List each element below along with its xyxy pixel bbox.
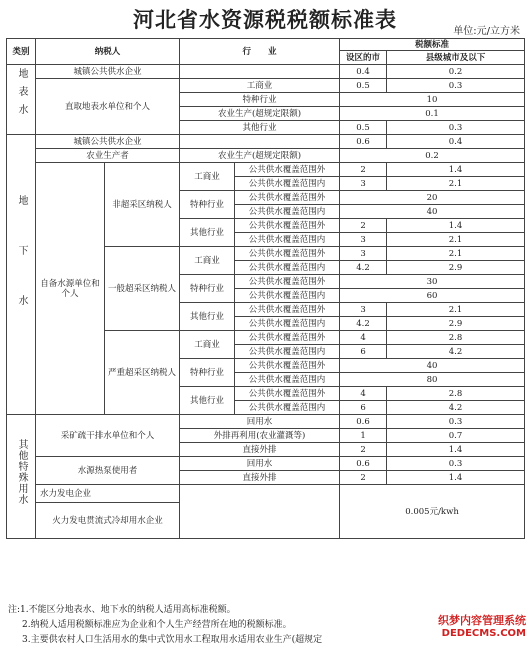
- value-cell: 40: [340, 205, 525, 219]
- value-cell: 0.5: [340, 79, 387, 93]
- value-cell: 0.6: [340, 135, 387, 149]
- use-label: 外排再利用(农业灌溉等): [180, 429, 340, 443]
- note-1: 注:1.不能区分地表水、地下水的纳税人适用高标准税额。: [8, 605, 236, 615]
- category-surface-water: 地表水: [7, 65, 36, 135]
- zone-non-over: 非超采区纳税人: [105, 163, 180, 247]
- zone-severe-over: 严重超采区纳税人: [105, 331, 180, 415]
- ground-self-supply: 自备水源单位和个人: [36, 163, 105, 415]
- industry-label: 特种行业: [180, 275, 235, 303]
- scope-label: 公共供水覆盖范围内: [235, 317, 340, 331]
- industry-label: 工商业: [180, 163, 235, 191]
- scope-label: 公共供水覆盖范围内: [235, 261, 340, 275]
- value-cell: 0.4: [387, 135, 525, 149]
- value-cell: 2.1: [387, 233, 525, 247]
- value-cell: 0.1: [340, 107, 525, 121]
- category-ground-water: 地下水: [7, 135, 36, 415]
- value-cell: 4: [340, 387, 387, 401]
- special-mine: 采矿疏干排水单位和个人: [36, 415, 180, 457]
- value-cell: 30: [340, 275, 525, 289]
- value-cell: 2: [340, 163, 387, 177]
- value-cell: 4: [340, 331, 387, 345]
- industry-label: 工商业: [180, 331, 235, 359]
- value-cell: 1.4: [387, 443, 525, 457]
- scope-label: 公共供水覆盖范围内: [235, 205, 340, 219]
- scope-label: 公共供水覆盖范围内: [235, 233, 340, 247]
- value-cell: 4.2: [340, 261, 387, 275]
- value-cell: 3: [340, 233, 387, 247]
- value-cell: 0.6: [340, 457, 387, 471]
- industry-label: 特种行业: [180, 191, 235, 219]
- use-label: 回用水: [180, 457, 340, 471]
- scope-label: 公共供水覆盖范围外: [235, 163, 340, 177]
- industry-label: 农业生产(超规定限额): [180, 149, 340, 163]
- header-industry: 行 业: [180, 39, 340, 65]
- page-title: 河北省水资源税税额标准表: [133, 8, 397, 32]
- special-heat-pump: 水源热泵使用者: [36, 457, 180, 485]
- note-2: 2.纳税人适用税额标准应为企业和个人生产经营所在地的税额标准。: [22, 620, 292, 630]
- value-cell: 2: [340, 443, 387, 457]
- value-cell: 3: [340, 303, 387, 317]
- value-cell: 0.6: [340, 415, 387, 429]
- ground-urban-supply: 城镇公共供水企业: [36, 135, 180, 149]
- industry-label: 农业生产(超规定限额): [180, 107, 340, 121]
- value-cell: 0.3: [387, 415, 525, 429]
- surface-direct: 直取地表水单位和个人: [36, 79, 180, 135]
- scope-label: 公共供水覆盖范围内: [235, 373, 340, 387]
- value-cell: 0.2: [340, 149, 525, 163]
- value-cell: 1.4: [387, 471, 525, 485]
- value-cell: 2.9: [387, 317, 525, 331]
- value-cell: 4.2: [340, 317, 387, 331]
- zone-normal-over: 一般超采区纳税人: [105, 247, 180, 331]
- value-cell: 1.4: [387, 219, 525, 233]
- value-cell: 2.1: [387, 177, 525, 191]
- industry-label: 工商业: [180, 79, 340, 93]
- scope-label: 公共供水覆盖范围内: [235, 177, 340, 191]
- value-cell: 2: [340, 219, 387, 233]
- value-cell-kwh: 0.005元/kwh: [340, 485, 525, 539]
- note-3: 3.主要供农村人口生活用水的集中式饮用水工程取用水适用农业生产(超规定: [22, 635, 323, 645]
- value-cell: 3: [340, 247, 387, 261]
- value-cell: 0.7: [387, 429, 525, 443]
- industry-label: 工商业: [180, 247, 235, 275]
- value-cell: 0.5: [340, 121, 387, 135]
- value-cell: 2.1: [387, 247, 525, 261]
- scope-label: 公共供水覆盖范围外: [235, 219, 340, 233]
- value-cell: 0.3: [387, 121, 525, 135]
- header-standard: 税额标准: [340, 39, 525, 51]
- scope-label: 公共供水覆盖范围内: [235, 289, 340, 303]
- industry-label: 其他行业: [180, 121, 340, 135]
- use-label: 直接外排: [180, 471, 340, 485]
- value-cell: 2.8: [387, 387, 525, 401]
- scope-label: 公共供水覆盖范围内: [235, 401, 340, 415]
- ground-agri-producer: 农业生产者: [36, 149, 180, 163]
- scope-label: 公共供水覆盖范围外: [235, 247, 340, 261]
- use-label: 直接外排: [180, 443, 340, 457]
- scope-label: 公共供水覆盖范围外: [235, 331, 340, 345]
- value-cell: 0.3: [387, 457, 525, 471]
- watermark: [438, 612, 526, 639]
- value-cell: 4.2: [387, 345, 525, 359]
- value-cell: 80: [340, 373, 525, 387]
- value-cell: 0.2: [387, 65, 525, 79]
- value-cell: 6: [340, 345, 387, 359]
- header-category: 类别: [7, 39, 36, 65]
- value-cell: 3: [340, 177, 387, 191]
- industry-label: 特种行业: [180, 93, 340, 107]
- value-cell: 60: [340, 289, 525, 303]
- scope-label: 公共供水覆盖范围外: [235, 191, 340, 205]
- surface-urban-supply: 城镇公共供水企业: [36, 65, 180, 79]
- watermark-line1: 织梦内容管理系统: [438, 614, 526, 627]
- value-cell: 2.8: [387, 331, 525, 345]
- scope-label: 公共供水覆盖范围外: [235, 303, 340, 317]
- header-taxpayer: 纳税人: [36, 39, 180, 65]
- value-cell: 20: [340, 191, 525, 205]
- industry-label: 其他行业: [180, 303, 235, 331]
- industry-label: 其他行业: [180, 387, 235, 415]
- value-cell: 0.4: [340, 65, 387, 79]
- value-cell: 40: [340, 359, 525, 373]
- industry-label: 特种行业: [180, 359, 235, 387]
- value-cell: 1: [340, 429, 387, 443]
- special-hydro: 水力发电企业: [36, 485, 180, 503]
- value-cell: 2.9: [387, 261, 525, 275]
- industry-label: 其他行业: [180, 219, 235, 247]
- header-city-district: 设区的市: [340, 51, 387, 65]
- value-cell: 4.2: [387, 401, 525, 415]
- value-cell: 2: [340, 471, 387, 485]
- value-cell: 2.1: [387, 303, 525, 317]
- header-county: 县级城市及以下: [387, 51, 525, 65]
- scope-label: 公共供水覆盖范围外: [235, 387, 340, 401]
- watermark-line2: DEDECMS.COM: [441, 628, 526, 639]
- value-cell: 0.3: [387, 79, 525, 93]
- scope-label: 公共供水覆盖范围外: [235, 359, 340, 373]
- special-thermal: 火力发电贯流式冷却用水企业: [36, 503, 180, 539]
- value-cell: 6: [340, 401, 387, 415]
- tax-table: [6, 38, 525, 539]
- category-special-water: 其他特殊用水: [7, 415, 36, 539]
- scope-label: 公共供水覆盖范围外: [235, 275, 340, 289]
- value-cell: 1.4: [387, 163, 525, 177]
- unit-label: 单位:元/立方米: [453, 26, 520, 37]
- scope-label: 公共供水覆盖范围内: [235, 345, 340, 359]
- use-label: 回用水: [180, 415, 340, 429]
- value-cell: 10: [340, 93, 525, 107]
